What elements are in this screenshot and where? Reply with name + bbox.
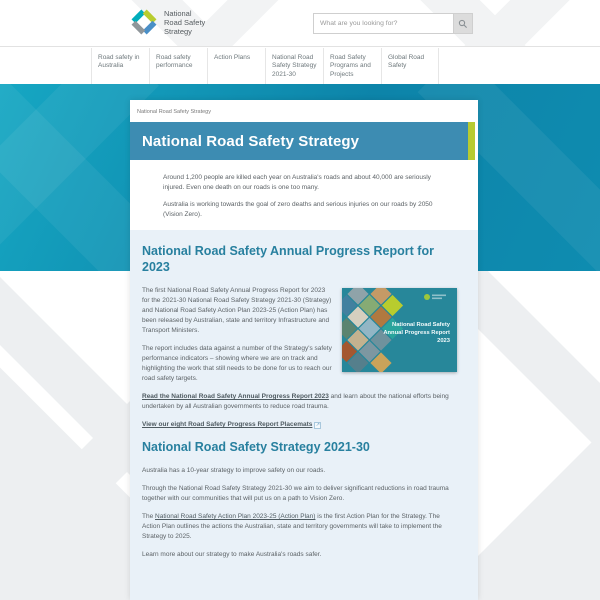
read-link-rest: and learn about the national efforts being undertaken by all Australian governments to reduce road trauma.: [142, 393, 449, 411]
action-plan-link[interactable]: National Road Safety Action Plan 2023-25 (Action Plan): [155, 513, 316, 521]
section-paragraph: The National Road Safety Action Plan 2023-25 (Action Plan) is the first Action Plan for the Strategy. The Action Plan outlines the actions the Australian, state and territory governments will take to implement the Strategy to 2025.: [142, 513, 442, 541]
section-paragraph: [142, 392, 457, 412]
breadcrumb-current[interactable]: National Road Safety Strategy: [137, 109, 211, 115]
cover-logo-mark: [424, 294, 430, 300]
page-sections: [130, 230, 478, 600]
lime-accent-bar: [468, 122, 475, 160]
section-paragraph: [142, 420, 457, 430]
search-icon: [458, 19, 468, 29]
page-title-banner: [130, 122, 475, 160]
site-logo[interactable]: [130, 8, 205, 36]
section-paragraph-closing: Learn more about our strategy to make Australia's roads safer.: [142, 551, 322, 559]
search-button[interactable]: [453, 13, 473, 34]
external-link-icon: ↗: [315, 422, 320, 429]
read-progress-report-link[interactable]: Read the National Road Safety Annual Progress Report 2023: [142, 393, 329, 401]
nav-item-global-road-safety[interactable]: Global Road Safety: [381, 48, 439, 84]
breadcrumb: [130, 100, 478, 122]
cover-title-line3: 2023: [437, 337, 450, 344]
progress-report-cover-image: [342, 288, 457, 372]
search-input[interactable]: [313, 13, 453, 34]
nav-item-nrss-2021-30[interactable]: National Road Safety Strategy 2021-30: [265, 48, 323, 84]
intro-block: [130, 160, 478, 230]
page-title: National Road Safety Strategy: [142, 132, 360, 150]
intro-paragraph: Australia is working towards the goal of zero deaths and serious injuries on our roads by 2050 (Vision Zero).: [163, 201, 433, 219]
logo-diamond-icon: [130, 8, 158, 36]
nav-item-programs-projects[interactable]: Road Safety Programs and Projects: [323, 48, 381, 84]
nav-item-road-safety-in-australia[interactable]: Road safety in Australia: [91, 48, 149, 84]
section-paragraph: The first National Road Safety Annual Progress Report for 2023 for the 2021-30 National Road Safety Strategy 2021-30 (Strategy) and National Road Safety Action Plan 2023-25 (Action Plan) has been released by Australian, state and territory Infrastructure and Transport Ministers.: [142, 286, 332, 334]
search-bar: [313, 13, 473, 34]
section-paragraph: Australia has a 10-year strategy to improve safety on our roads.: [142, 466, 326, 474]
section-paragraph: Through the National Road Safety Strategy 2021-30 we aim to deliver significant reductions in road trauma together with our communities that will put us on a path to Vision Zero.: [142, 484, 449, 502]
nav-item-action-plans[interactable]: Action Plans: [207, 48, 265, 84]
section-heading-strategy-2021-30: National Road Safety Strategy 2021-30: [142, 440, 370, 455]
content-card: [130, 100, 478, 600]
main-navigation: [0, 48, 600, 84]
cover-title-line2: Annual Progress Report: [383, 329, 450, 336]
section-heading-progress-report: National Road Safety Annual Progress Report for 2023: [142, 244, 434, 274]
site-header: [0, 0, 600, 47]
section-paragraph: The report includes data against a number of the Strategy's safety performance indicators – showing where we are on track and highlighting the work that still needs to be done for us to reach our road safety targets.: [142, 344, 332, 382]
nav-item-road-safety-performance[interactable]: Road safety performance: [149, 48, 207, 84]
cover-title-line1: National Road Safety: [392, 321, 450, 328]
intro-paragraph: Around 1,200 people are killed each year on Australia's roads and about 40,000 are seriously injured. Even one death on our roads is one too many.: [163, 174, 431, 192]
logo-text: National Road Safety Strategy: [164, 8, 206, 36]
placemats-link[interactable]: View our eight Road Safety Progress Report Placemats: [142, 421, 313, 429]
